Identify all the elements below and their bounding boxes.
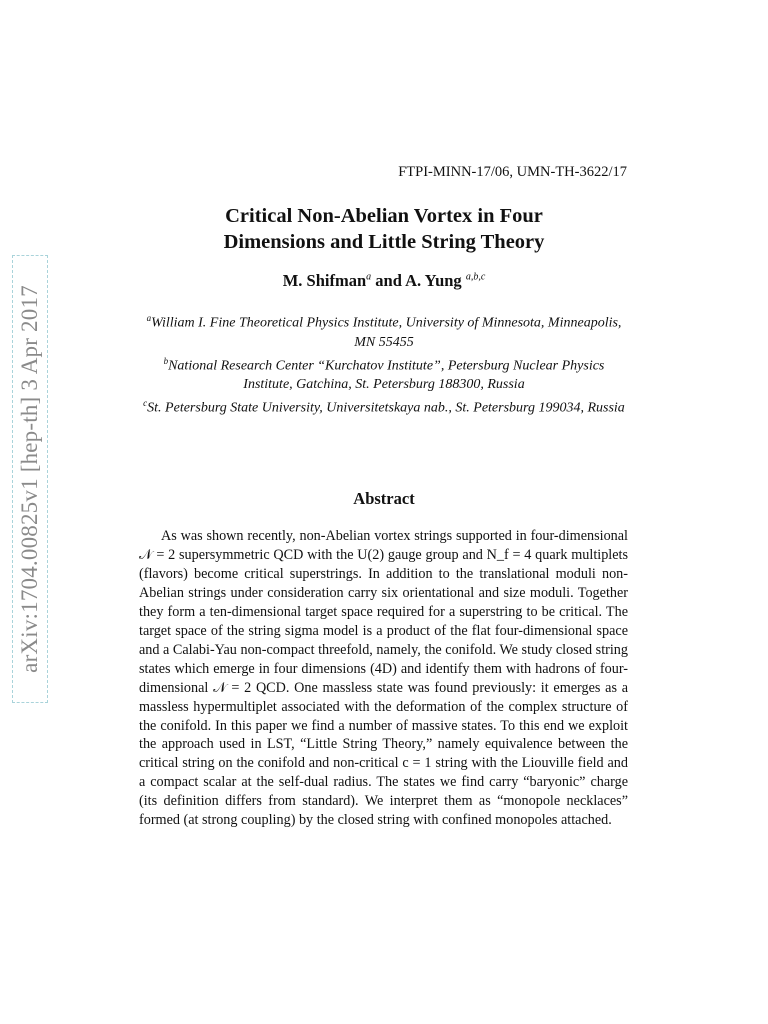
title-line-1: Critical Non-Abelian Vortex in Four <box>225 205 543 227</box>
affiliation-text: National Research Center “Kurchatov Institute”, Petersburg Nuclear Physics Institute, Gatchina, St. Petersburg 188300, Russia <box>168 358 605 393</box>
author-2: A. Yung <box>405 271 462 290</box>
affiliation-b <box>140 352 628 395</box>
paper-title <box>0 203 768 255</box>
affiliation-mark: c <box>143 398 148 409</box>
title-line-2: Dimensions and Little String Theory <box>223 231 545 253</box>
arxiv-stamp <box>12 255 48 703</box>
affiliation-mark: a <box>146 313 152 323</box>
affiliation-mark: b <box>163 355 169 366</box>
author-2-affil-mark: a,b,c <box>465 271 486 283</box>
affiliation-text: St. Petersburg State University, Universitetskaya nab., St. Petersburg 199034, Russia <box>147 400 625 416</box>
report-number: FTPI-MINN-17/06, UMN-TH-3622/17 <box>398 164 627 180</box>
affiliation-text: William I. Fine Theoretical Physics Institute, University of Minnesota, Minneapolis, MN 55455 <box>151 315 622 350</box>
author-list <box>0 271 768 291</box>
arxiv-stamp-text: arXiv:1704.00825v1 [hep-th] 3 Apr 2017 <box>17 285 42 673</box>
abstract-body: As was shown recently, non-Abelian vortex strings supported in four-dimensional 𝒩 = 2 supersymmetric QCD with the U(2) gauge group and N_f = 4 quark multiplets (flavors) become critical superstrings. In addition to the translational moduli non-Abelian strings under consideration carry six orientational and size moduli. Together they form a ten-dimensional target space required for a superstring to be critical. The target space of the string sigma model is a product of the flat four-dimensional space and a Calabi-Yau non-compact threefold, namely, the conifold. We study closed string states which emerge in four dimensions (4D) and identify them with hadrons of four-dimensional 𝒩 = 2 QCD. One massless state was found previously: it emerges as a massless hypermultiplet associated with the deformation of the complex structure of the conifold. In this paper we find a number of massive states. To this end we exploit the approach used in LST, “Little String Theory,” namely equivalence between the critical string on the conifold and non-critical c = 1 string with the Liouville field and a compact scalar at the self-dual radius. The states we find carry “baryonic” charge (its definition differs from standard). We interpret them as “monopole necklaces” formed (at strong coupling) by the closed string with confined monopoles attached. <box>139 528 628 829</box>
author-1: M. Shifman <box>282 271 367 290</box>
author-conjunction: and <box>375 271 402 290</box>
affiliation-c <box>140 394 628 418</box>
abstract-heading: Abstract <box>353 489 415 508</box>
affiliation-a <box>140 309 628 352</box>
author-1-affil-mark: a <box>366 271 372 283</box>
affiliations <box>140 309 628 418</box>
